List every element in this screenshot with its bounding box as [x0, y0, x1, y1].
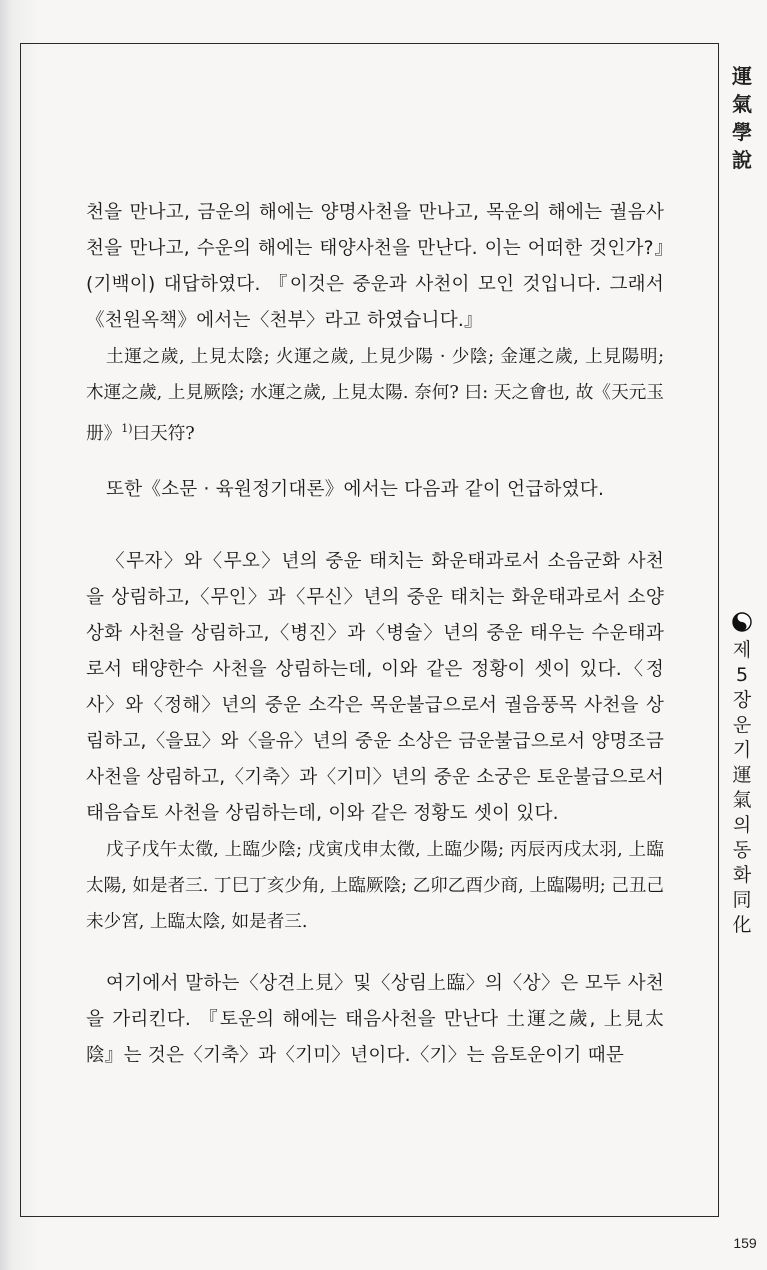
header-char: 運 [732, 64, 752, 88]
chapter-char: 화 [732, 864, 752, 886]
paragraph-korean: 천을 만나고, 금운의 해에는 양명사천을 만나고, 목운의 해에는 궐음사천을 만나고, 수운의 해에는 태양사천을 만난다. 이는 어떠한 것인가?』(기백이) 대답하였다. 『이것은 중운과 사천이 모인 것입니다. 그래서《천원옥책》에서는〈천부〉라고 하였습니다.』 [86, 202, 664, 331]
chapter-char: 化 [732, 914, 752, 936]
chapter-char: 運 [732, 764, 752, 786]
chapter-char: 동 [732, 839, 752, 861]
paragraph-korean: 또한《소문 · 육원정기대론》에서는 다음과 같이 언급하였다. [106, 478, 605, 500]
chapter-char: 同 [732, 889, 752, 911]
chapter-char: 장 [732, 689, 752, 711]
chapter-char: 氣 [732, 789, 752, 811]
header-char: 學 [732, 120, 752, 144]
footnote-marker: 1) [121, 422, 133, 435]
yin-yang-icon [732, 612, 752, 632]
paragraph-hanja-quote [86, 339, 664, 452]
page-body [86, 195, 664, 1074]
chapter-char: 의 [732, 814, 752, 836]
chapter-char: 5 [735, 664, 749, 686]
paragraph-korean: 여기에서 말하는〈상견上見〉및〈상림上臨〉의〈상〉은 모두 사천을 가리킨다. 『토운의 해에는 태음사천을 만난다 土運之歲, 上見太陰』는 것은〈기축〉과〈기미〉년이다.〈기〉는 음토운이기 때문 [86, 972, 664, 1066]
chapter-char: 제 [732, 639, 752, 661]
chapter-char: 운 [732, 714, 752, 736]
header-char: 說 [732, 148, 752, 172]
chapter-tab [727, 612, 757, 938]
chapter-label [727, 638, 757, 938]
page-number: 159 [733, 1235, 757, 1251]
hanja-text-tail: 曰天符? [132, 423, 195, 444]
header-char: 氣 [732, 92, 752, 116]
running-header-title [727, 62, 757, 174]
paragraph-hanja-quote: 戊子戊午太徵, 上臨少陰; 戊寅戊申太徵, 上臨少陽; 丙辰丙戌太羽, 上臨太陽, 如是者三. 丁巳丁亥少角, 上臨厥陰; 乙卯乙酉少商, 上臨陽明; 己丑己未少宮, 上臨太陰, 如是者三. [86, 839, 665, 932]
chapter-char: 기 [732, 739, 752, 761]
paragraph-korean: 〈무자〉와〈무오〉년의 중운 태치는 화운태과로서 소음군화 사천을 상림하고,〈무인〉과〈무신〉년의 중운 태치는 화운태과로서 소양상화 사천을 상림하고,〈병진〉과〈병술〉년의 중운 태우는 수운태과로서 태양한수 사천을 상림하는데, 이와 같은 정황이 셋이 있다.〈정사〉와〈정해〉년의 중운 소각은 목운불급으로서 궐음풍목 사천을 상림하고,〈을묘〉와〈을유〉년의 중운 소상은 금운불급으로서 양명조금 사천을 상림하고,〈기축〉과〈기미〉년의 중운 소궁은 토운불급으로서 태음습토 사천을 상림하는데, 이와 같은 정황도 셋이 있다. [86, 550, 664, 824]
hanja-text: 土運之歲, 上見太陰; 火運之歲, 上見少陽 · 少陰; 金運之歲, 上見陽明; 木運之歲, 上見厥陰; 水運之歲, 上見太陽. 奈何? 曰: 天之會也, 故《天元玉册》 [86, 347, 664, 444]
